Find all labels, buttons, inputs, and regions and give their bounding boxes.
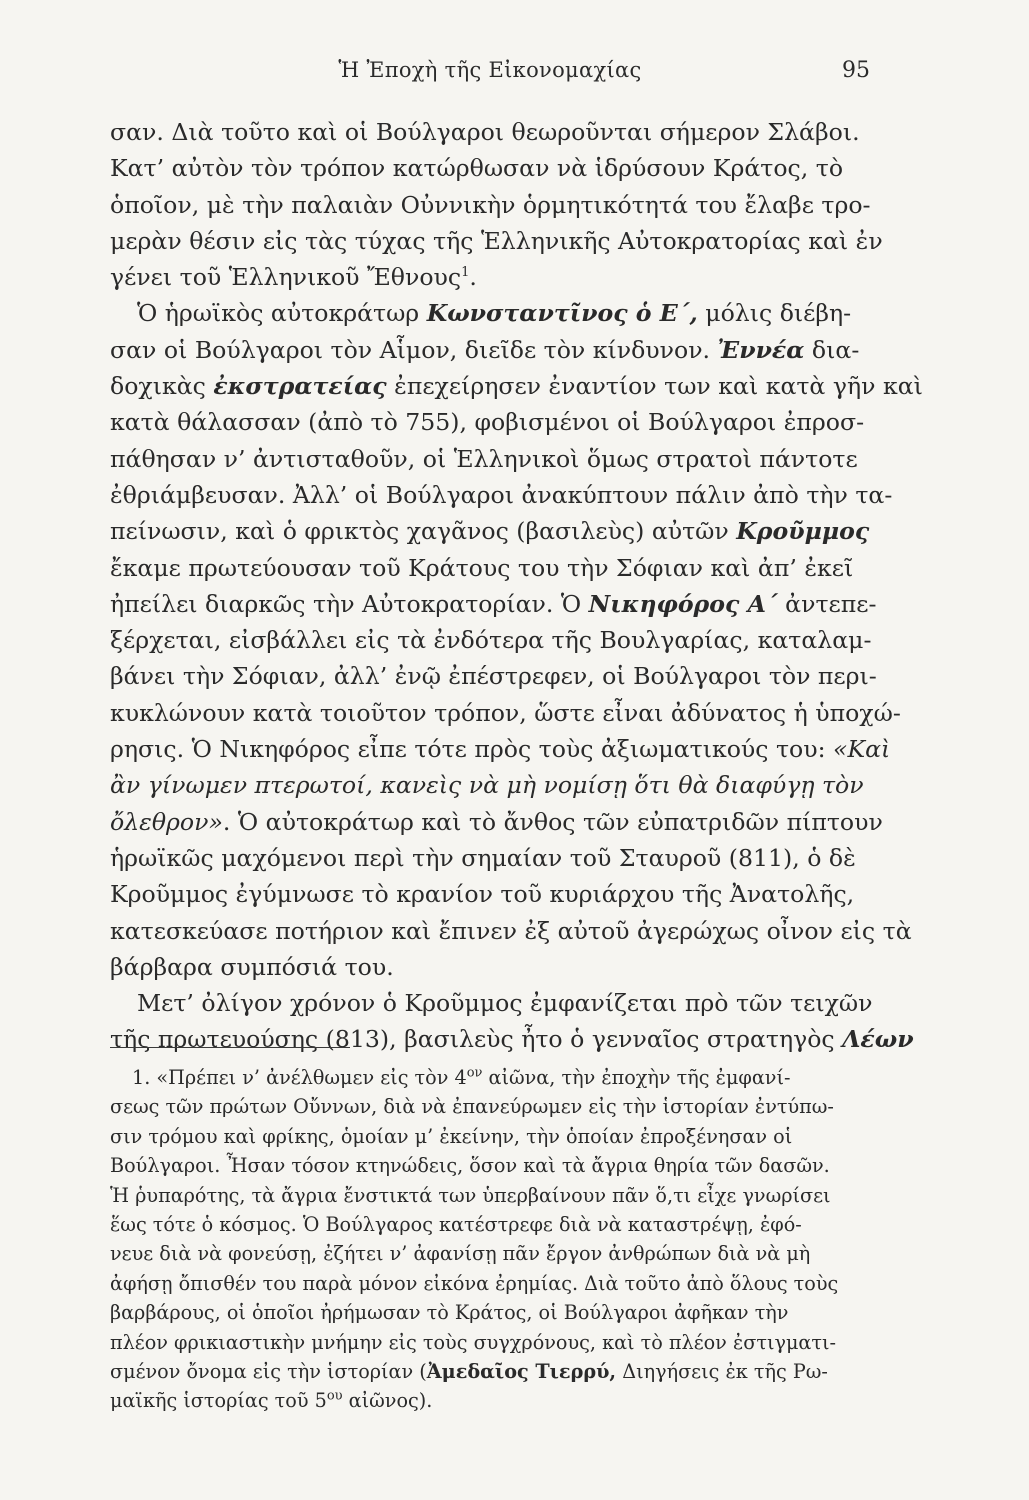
text-span: . Ὁ αὐτοκράτωρ καὶ τὸ ἄνθος τῶν εὐπατριδῶν πίπτουν [222,807,883,836]
emphasis-word: Ἐννέα [717,335,805,364]
text-line [110,731,891,767]
text-line: ἡρωϊκῶς μαχόμενοι περὶ τὴν σημαίαν τοῦ Σταυροῦ (811), ὁ δὲ [110,843,856,872]
emphasis-name: Νικηφόρος Α΄ [588,589,778,618]
text-line: κατὰ θάλασσαν (ἀπὸ τὸ 755), φοβισμένοι οἱ Βούλγαροι ἐπροσ- [110,408,865,437]
footnote [110,1063,862,1416]
footnote-line: σεως τῶν πρώτων Οὔννων, διὰ νὰ ἐπανεύρωμεν εἰς τὴν ἱστορίαν ἐντύπω- [110,1095,834,1119]
emphasis-name: Κροῦμμος [736,517,870,546]
quote-line: ἂν γίνωμεν πτερωτοί, κανεὶς νὰ μὴ νομίσῃ ὅτι θὰ διαφύγῃ τὸν [110,771,864,800]
emphasis-name: Λέων [842,1025,914,1054]
text-span: δια- [804,335,860,364]
text-span: ρησις. Ὁ Νικηφόρος εἶπε τότε πρὸς τοὺς ἀξιωματικούς του: [110,735,834,764]
text-line [110,1021,914,1057]
text-line: πάθησαν ν’ ἀντισταθοῦν, οἱ Ἑλληνικοὶ ὅμως στρατοὶ πάντοτε [110,444,858,473]
footnote-line [110,1386,862,1415]
text-line: Μετ’ ὀλίγον χρόνον ὁ Κροῦμμος ἐμφανίζεται πρὸ τῶν τειχῶν [137,989,873,1018]
footnote-line [110,1357,862,1386]
text-span: μόλις διέβη- [697,299,852,328]
text-line: κατεσκεύασε ποτήριον καὶ ἔπινεν ἐξ αὐτοῦ ἀγερώχως οἶνον εἰς τὰ [110,916,912,945]
text-span: ἐπεχείρησεν ἐναντίον των καὶ κατὰ γῆν καὶ [386,372,923,401]
text-span: σαν οἱ Βούλγαροι τὸν Αἷμον, διεῖδε τὸν κίνδυνον. [110,335,718,364]
text-span: μαϊκῆς ἱστορίας τοῦ 5 [110,1389,327,1413]
text-line [110,586,877,622]
footnote-rule [110,1047,350,1048]
text-line [110,259,862,295]
text-span: αἰῶνος). [342,1389,433,1413]
running-title: Ἡ Ἐποχὴ τῆς Εἰκονομαχίας [338,58,642,82]
footnote-line: πλέον φρικιαστικὴν μνήμην εἰς τοὺς συγχρόνους, καὶ τὸ πλέον ἐστιγματι- [110,1330,836,1354]
text-line: Κατ’ αὐτὸν τὸν τρόπον κατώρθωσαν νὰ ἱδρύσουν Κράτος, τὸ [110,154,844,183]
text-span: 1. «Πρέπει ν’ ἀνέλθωμεν εἰς τὸν 4 [132,1066,467,1089]
text-span: σμένον ὄνομα εἰς τὴν ἱστορίαν ( [110,1359,427,1383]
text-span: τῆς πρωτευούσης (813), βασιλεὺς ἦτο ὁ γενναῖος στρατηγὸς [110,1025,843,1054]
footnote-line [110,1063,862,1092]
text-span: ἠπείλει διαρκῶς τὴν Αὐτοκρατορίαν. Ὁ [110,589,589,618]
page-number: 95 [842,58,870,83]
footnote-line: Ἡ ῥυπαρότης, τὰ ἄγρια ἔνστικτά των ὑπερβαίνουν πᾶν ὅ,τι εἶχε γνωρίσει [110,1183,831,1207]
footnote-line: σιν τρόμου καὶ φρίκης, ὁμοίαν μ’ ἐκείνην, τὴν ὁποίαν ἐπροξένησαν οἱ [110,1124,793,1148]
text-span: αἰῶνα, τὴν ἐποχὴν τῆς ἐμφανί- [482,1066,791,1089]
quote-text: ὄλεθρον» [110,807,223,836]
text-line: κυκλώνουν κατὰ τοιοῦτον τρόπον, ὥστε εἶναι ἀδύνατος ἡ ὑποχώ- [110,698,901,727]
main-text [110,114,923,1058]
text-line: ξέρχεται, εἰσβάλλει εἰς τὰ ἐνδότερα τῆς Βουλγαρίας, καταλαμ- [110,626,872,655]
text-line: μερὰν θέσιν εἰς τὰς τύχας τῆς Ἑλληνικῆς Αὐτοκρατορίας καὶ ἐν [110,226,883,255]
text-line [110,295,862,331]
footnote-marker: 1 [461,265,470,281]
text-line [110,804,883,840]
footnote-line: βαρβάρους, οἱ ὁποῖοι ἠρήμωσαν τὸ Κράτος, οἱ Βούλγαροι ἀφῆκαν τὴν [110,1301,789,1325]
emphasis-name: Κωνσταντῖνος ὁ Ε΄, [426,299,698,328]
text-line: βάρβαρα συμπόσιά του. [110,952,394,981]
page-header [110,58,870,92]
text-span: . [469,263,477,292]
text-line: ἐθριάμβευσαν. Ἀλλ’ οἱ Βούλγαροι ἀνακύπτουν πάλιν ἀπὸ τὴν τα- [110,480,893,509]
text-span: Διηγήσεις ἐκ τῆς Ρω- [616,1359,828,1383]
text-line: ὁποῖον, μὲ τὴν παλαιὰν Οὐννικὴν ὁρμητικότητά του ἔλαβε τρο- [110,190,871,219]
text-span: γένει τοῦ Ἑλληνικοῦ Ἔθνους [110,263,462,292]
superscript: ον [466,1065,483,1081]
quote-text: «Καὶ [833,735,891,764]
superscript: ου [326,1388,343,1404]
emphasis-word: ἐκστρατείας [213,372,387,401]
text-span: πείνωσιν, καὶ ὁ φρικτὸς χαγᾶνος (βασιλεὺς) αὐτῶν [110,517,737,546]
text-line [110,368,923,404]
text-line: βάνει τὴν Σόφιαν, ἀλλ’ ἐνῷ ἐπέστρεφεν, οἱ Βούλγαροι τὸν περι- [110,662,877,691]
text-span: δοχικὰς [110,372,214,401]
footnote-line: ἕως τότε ὁ κόσμος. Ὁ Βούλγαρος κατέστρεφε διὰ νὰ καταστρέψῃ, ἐφό- [110,1212,802,1236]
text-span: Ὁ ἡρωϊκὸς αὐτοκράτωρ [137,299,427,328]
footnote-line: Βούλγαροι. Ἦσαν τόσον κτηνώδεις, ὅσον καὶ τὰ ἄγρια θηρία τῶν δασῶν. [110,1154,830,1178]
author-name: Ἀμεδαῖος Τιερρύ, [426,1359,617,1383]
footnote-line: ἀφήσῃ ὄπισθέν του παρὰ μόνον εἰκόνα ἐρημίας. Διὰ τοῦτο ἀπὸ ὅλους τοὺς [110,1271,839,1295]
text-line [110,332,862,368]
text-line: σαν. Διὰ τοῦτο καὶ οἱ Βούλγαροι θεωροῦνται σήμερον Σλάβοι. [110,118,860,146]
text-line: Κροῦμμος ἐγύμνωσε τὸ κρανίον τοῦ κυριάρχου τῆς Ἀνατολῆς, [110,880,855,909]
text-line [110,513,870,549]
text-line: ἔκαμε πρωτεύουσαν τοῦ Κράτους του τὴν Σόφιαν καὶ ἀπ’ ἐκεῖ [110,553,854,582]
footnote-line: νευε διὰ νὰ φονεύσῃ, ἐζήτει ν’ ἀφανίσῃ πᾶν ἔργον ἀνθρώπων διὰ νὰ μὴ [110,1242,811,1266]
text-span: ἀντεπε- [777,589,877,618]
